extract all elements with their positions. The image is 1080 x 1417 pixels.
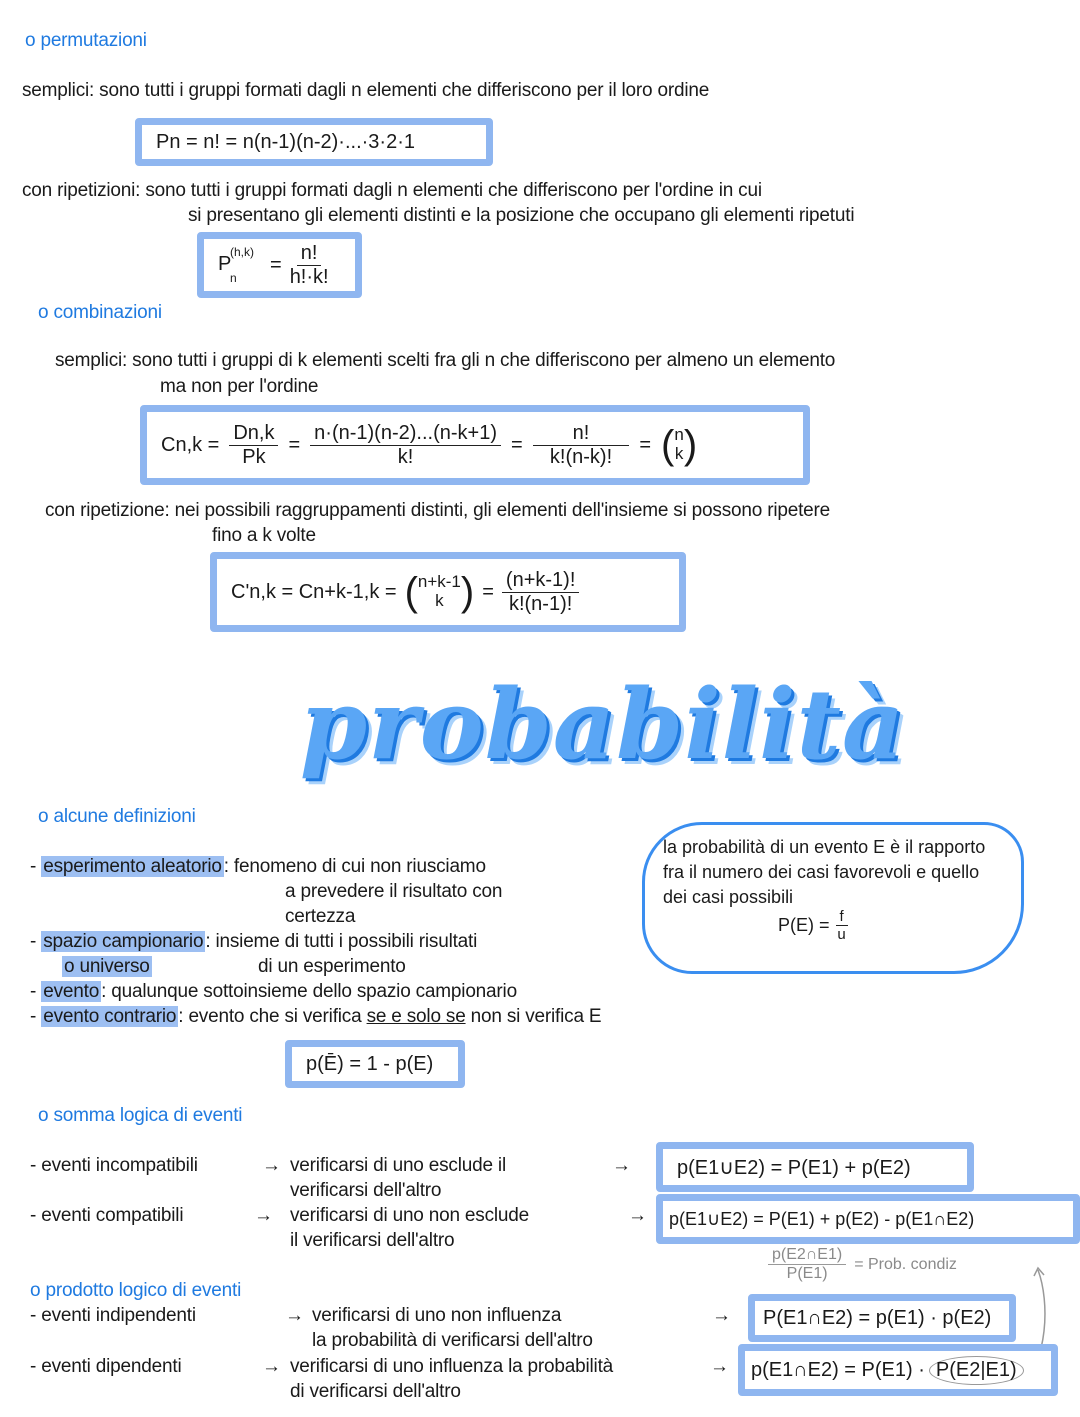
combinazioni-semplici-text-2: ma non per l'ordine xyxy=(160,376,319,397)
term-incompatibili: - eventi incompatibili xyxy=(30,1155,198,1176)
binom-bottom: k xyxy=(674,444,684,463)
formula-box-permutazioni-ripetizioni xyxy=(197,232,362,298)
binomial-coefficient: ( n+k-1 k ) xyxy=(404,570,475,614)
binom-top: n xyxy=(674,425,684,445)
conditional-probability-note xyxy=(768,1246,957,1284)
permutazioni-ripetizioni-text-2: si presentano gli elementi distinti e la posizione che occupano gli elementi ripetuti xyxy=(188,205,855,226)
term-2: o universo xyxy=(64,956,150,977)
subscript: n xyxy=(230,271,237,285)
equals: = xyxy=(510,433,523,456)
term: esperimento aleatorio xyxy=(43,856,222,877)
definition-cloud xyxy=(642,822,1024,974)
description-line-2: la probabilità di verificarsi dell'altro xyxy=(312,1330,593,1351)
fraction-factorial xyxy=(533,422,630,469)
formula-box-permutazioni-semplici xyxy=(135,118,493,166)
description-line-2: di un esperimento xyxy=(258,956,406,977)
formula-lhs: C'n,k = Cn+k-1,k = xyxy=(231,580,397,603)
denominator: u xyxy=(837,926,846,944)
description-line-2: il verificarsi dell'altro xyxy=(290,1230,455,1251)
combinazioni-ripetizione-text-1: con ripetizione: nei possibili raggruppamenti distinti, gli elementi dell'insieme si possono ripetere xyxy=(45,500,831,521)
numerator: Dn,k xyxy=(229,422,278,446)
fraction xyxy=(836,908,848,944)
fraction-dispositions xyxy=(229,422,278,469)
binom-top: n+k-1 xyxy=(417,572,461,592)
denominator: k!(n-k)! xyxy=(549,445,613,468)
description-line-2: a prevedere il risultato con xyxy=(285,881,503,902)
numerator: n! xyxy=(533,422,630,446)
denominator: k!(n-1)! xyxy=(508,592,573,615)
term: evento contrario xyxy=(43,1006,177,1027)
description: : insieme di tutti i possibili risultati xyxy=(205,931,478,952)
term: spazio campionario xyxy=(43,931,204,952)
section-heading-definizioni: o alcune definizioni xyxy=(38,806,196,827)
binom-bottom: k xyxy=(435,591,444,610)
page-title-probabilita: probabilità xyxy=(300,668,906,781)
fraction xyxy=(768,1246,846,1284)
arrow-icon: → xyxy=(262,1356,281,1377)
fraction xyxy=(290,242,329,289)
arrow-icon: → xyxy=(262,1155,281,1176)
permutazioni-semplici-text: semplici: sono tutti i gruppi formati dagli n elementi che differiscono per il loro ordine xyxy=(22,80,710,101)
cloud-formula xyxy=(778,908,1003,944)
formula: p(Ē) = 1 - p(E) xyxy=(306,1052,434,1075)
description-line-2: verificarsi dell'altro xyxy=(290,1180,442,1201)
equals: = xyxy=(639,433,652,456)
fraction-product xyxy=(310,422,501,469)
numerator: (n+k-1)! xyxy=(502,569,579,593)
description: : fenomeno di cui non riusciamo xyxy=(223,856,486,877)
term-compatibili: - eventi compatibili xyxy=(30,1205,184,1226)
section-heading-prodotto: o prodotto logico di eventi xyxy=(30,1280,242,1301)
term-dipendenti: - eventi dipendenti xyxy=(30,1356,182,1377)
combinazioni-ripetizione-text-2: fino a k volte xyxy=(212,525,316,546)
description-end: non si verifica E xyxy=(470,1006,602,1027)
fraction xyxy=(502,569,579,616)
formula-box-indipendenti xyxy=(748,1294,1016,1342)
arrow-icon: → xyxy=(628,1205,647,1226)
formula-lhs: Cn,k = xyxy=(161,433,220,456)
equals: = xyxy=(288,433,301,456)
binomial-coefficient: ( n k ) xyxy=(661,423,698,467)
section-heading-somma: o somma logica di eventi xyxy=(38,1105,243,1126)
formula: P(E1∩E2) = p(E1) · p(E2) xyxy=(763,1306,992,1329)
definition-evento: - evento : qualunque sottoinsieme dello spazio campionario xyxy=(30,981,517,1002)
description-line-2: di verificarsi dell'altro xyxy=(290,1381,461,1402)
term-indipendenti: - eventi indipendenti xyxy=(30,1305,196,1326)
formula-box-combinazioni-semplici xyxy=(140,405,810,485)
term-line-2 xyxy=(62,956,152,978)
description: verificarsi di uno esclude il xyxy=(290,1155,506,1176)
formula-lhs: P(E) = xyxy=(778,915,830,936)
definition-spazio-campionario: - spazio campionario : insieme di tutti i possibili risultati xyxy=(30,931,478,952)
description: verificarsi di uno influenza la probabilità xyxy=(290,1356,614,1377)
description: verificarsi di uno non esclude xyxy=(290,1205,530,1226)
numerator: n·(n-1)(n-2)...(n-k+1) xyxy=(310,422,501,446)
formula: p(E1∩E2) = P(E1) · xyxy=(751,1358,925,1381)
superscript: (h,k) xyxy=(230,245,254,259)
formula: p(E1∪E2) = P(E1) + p(E2) xyxy=(677,1156,911,1179)
conditional-probability-circled: P(E2|E1) xyxy=(929,1356,1024,1385)
denominator: Pk xyxy=(242,445,266,468)
section-heading-permutazioni: o permutazioni xyxy=(25,30,147,51)
arrow-icon: → xyxy=(612,1155,631,1176)
arrow-icon: → xyxy=(285,1305,304,1326)
formula-box-dipendenti xyxy=(738,1344,1058,1396)
formula-box-compatibili xyxy=(656,1194,1080,1244)
denominator: h!·k! xyxy=(289,265,329,288)
cloud-text: la probabilità di un evento E è il rapporto fra il numero dei casi favorevoli e quello dei casi possibili xyxy=(663,837,986,907)
section-heading-combinazioni: o combinazioni xyxy=(38,302,162,323)
numerator: n! xyxy=(297,242,322,266)
description-line-3: certezza xyxy=(285,906,356,927)
formula-box-incompatibili xyxy=(656,1142,974,1192)
formula-lhs xyxy=(218,245,262,285)
equals: = xyxy=(482,580,494,603)
formula: p(E1∪E2) = P(E1) + p(E2) - p(E1∩E2) xyxy=(669,1208,975,1229)
permutazioni-ripetizioni-text-1: con ripetizioni: sono tutti i gruppi formati dagli n elementi che differiscono per l'ordine in cui xyxy=(22,180,762,201)
arrow-icon: → xyxy=(712,1305,731,1326)
underlined-text: se e solo se xyxy=(366,1006,466,1027)
description: : evento che si verifica xyxy=(178,1006,362,1027)
arrow-icon: → xyxy=(710,1356,729,1377)
combinazioni-semplici-text-1: semplici: sono tutti i gruppi di k elementi scelti fra gli n che differiscono per almeno un elemento xyxy=(55,350,836,371)
definition-esperimento: - esperimento aleatorio : fenomeno di cui non riusciamo xyxy=(30,856,486,877)
numerator: f xyxy=(836,908,848,926)
note-label: = Prob. condiz xyxy=(854,1255,957,1273)
description: verificarsi di uno non influenza xyxy=(312,1305,562,1326)
p-symbol: P xyxy=(218,253,232,275)
description: : qualunque sottoinsieme dello spazio campionario xyxy=(101,981,517,1002)
formula-box-combinazioni-ripetizione xyxy=(210,552,686,632)
term: evento xyxy=(43,981,100,1002)
definition-evento-contrario: - evento contrario : evento che si verifica se e solo se non si verifica E xyxy=(30,1006,602,1027)
numerator: p(E2∩E1) xyxy=(768,1246,846,1265)
formula-box-evento-contrario xyxy=(285,1040,465,1088)
denominator: k! xyxy=(397,445,414,468)
arrow-icon: → xyxy=(254,1205,273,1226)
denominator: P(E1) xyxy=(786,1265,828,1283)
equals: = xyxy=(270,253,282,276)
formula: Pn = n! = n(n-1)(n-2)·...·3·2·1 xyxy=(156,130,415,153)
